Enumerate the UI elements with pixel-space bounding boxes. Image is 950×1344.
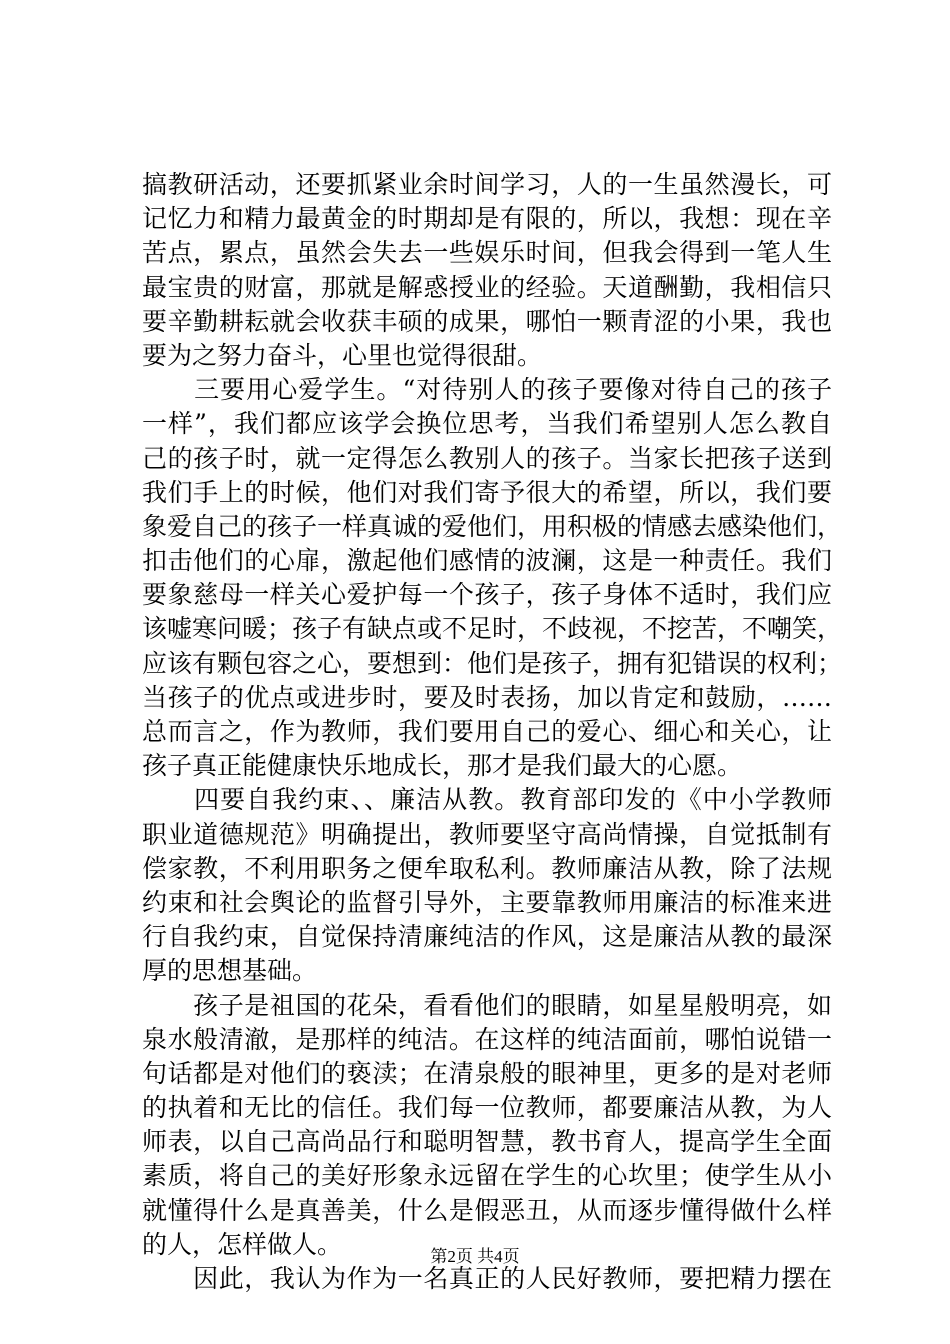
text-line: 我们手上的时候，他们对我们寄予很大的希望，所以，我们要 [142, 477, 832, 507]
text-line: 己的孩子时，就一定得怎么教别人的孩子。当家长把孩子送到 [142, 443, 832, 473]
text-line: 总而言之，作为教师，我们要用自己的爱心、细心和关心，让 [142, 717, 832, 746]
text-line: 最宝贵的财富，那就是解惑授业的经验。天道酬勤，我相信只 [142, 272, 832, 302]
text-line: 要为之努力奋斗，心里也觉得很甜。 [142, 340, 543, 370]
text-line: 的人，怎样做人。 [142, 1229, 343, 1259]
text-line: 孩子是祖国的花朵，看看他们的眼睛，如星星般明亮，如 [142, 990, 832, 1020]
text-line: 苦点，累点，虽然会失去一些娱乐时间，但我会得到一笔人生 [142, 238, 832, 268]
text-line: 句话都是对他们的亵渎；在清泉般的眼神里，更多的是对老师 [142, 1058, 832, 1088]
text-line: 象爱自己的孩子一样真诚的爱他们，用积极的情感去感染他们， [142, 511, 843, 541]
text-line: 扣击他们的心扉，激起他们感情的波澜，这是一种责任。我们 [142, 546, 832, 576]
text-line: 一样”，我们都应该学会换位思考，当我们希望别人怎么教自 [142, 409, 832, 439]
text-line: 当孩子的优点或进步时，要及时表扬，加以肯定和鼓励，…… [142, 682, 832, 712]
text-line: 职业道德规范》明确提出，教师要坚守高尚情操，自觉抵制有 [142, 819, 832, 849]
text-line: 泉水般清澈，是那样的纯洁。在这样的纯洁面前，哪怕说错一 [142, 1024, 832, 1054]
text-line: 孩子真正能健康快乐地成长，那才是我们最大的心愿。 [142, 751, 743, 781]
text-line: 约束和社会舆论的监督引导外，主要靠教师用廉洁的标准来进 [142, 887, 832, 917]
text-line: 因此，我认为作为一名真正的人民好教师，要把精力摆在 [142, 1264, 832, 1293]
text-line: 应该有颗包容之心，要想到：他们是孩子，拥有犯错误的权利； [142, 648, 843, 678]
text-line: 素质，将自己的美好形象永远留在学生的心坎里；使学生从小 [142, 1161, 832, 1191]
text-line: 师表，以自己高尚品行和聪明智慧，教书育人，提高学生全面 [142, 1127, 832, 1157]
text-line: 就懂得什么是真善美，什么是假恶丑，从而逐步懂得做什么样 [142, 1195, 832, 1225]
text-line: 记忆力和精力最黄金的时期却是有限的，所以，我想：现在辛 [142, 204, 832, 234]
text-line: 搞教研活动，还要抓紧业余时间学习，人的一生虽然漫长，可 [142, 170, 832, 199]
text-line: 行自我约束，自觉保持清廉纯洁的作风，这是廉洁从教的最深 [142, 922, 832, 952]
text-line: 三要用心爱学生。“对待别人的孩子要像对待自己的孩子 [142, 375, 832, 405]
text-line: 厚的思想基础。 [142, 956, 318, 986]
page-footer: 第2页 共4页 [430, 1247, 520, 1266]
text-line: 该嘘寒问暖；孩子有缺点或不足时，不歧视，不挖苦，不嘲笑， [142, 614, 843, 644]
body-text [142, 168, 843, 1296]
text-line: 偿家教，不利用职务之便牟取私利。教师廉洁从教，除了法规 [142, 853, 832, 883]
text-line: 要象慈母一样关心爱护每一个孩子，孩子身体不适时，我们应 [142, 580, 832, 610]
text-line: 的执着和无比的信任。我们每一位教师，都要廉洁从教，为人 [142, 1093, 832, 1123]
text-line: 四要自我约束、、廉洁从教。教育部印发的《中小学教师 [142, 785, 832, 815]
text-line: 要辛勤耕耘就会收获丰硕的成果，哪怕一颗青涩的小果，我也 [142, 306, 832, 336]
